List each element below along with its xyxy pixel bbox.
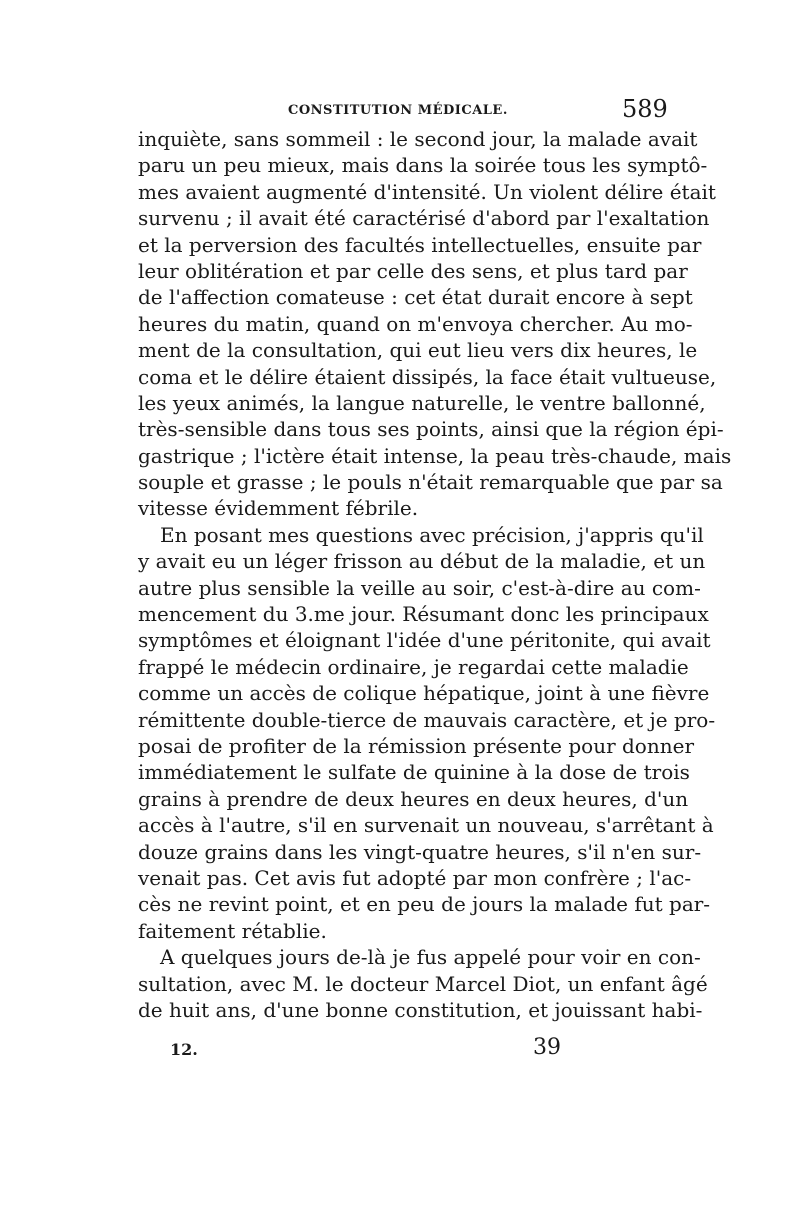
text-line: leur oblitération et par celle des sens, et plus tard par xyxy=(138,258,688,283)
text-line: douze grains dans les vingt-quatre heures, s'il n'en sur- xyxy=(138,839,702,864)
text-line: de l'affection comateuse : cet état durait encore à sept xyxy=(138,285,693,310)
text-line: venait pas. Cet avis fut adopté par mon confrère ; l'ac- xyxy=(138,865,692,890)
text-line: paru un peu mieux, mais dans la soirée tous les symptô- xyxy=(138,153,708,178)
text-line: mencement du 3.me jour. Résumant donc les principaux xyxy=(138,602,709,627)
text-line: rémittente double-tierce de mauvais caractère, et je pro- xyxy=(138,707,716,732)
text-line: comme un accès de colique hépatique, joint à une fièvre xyxy=(138,681,710,706)
page-number: 589 xyxy=(622,95,668,123)
text-line: et la perversion des facultés intellectuelles, ensuite par xyxy=(138,232,702,257)
text-line: immédiatement le sulfate de quinine à la dose de trois xyxy=(138,760,690,785)
text-line: coma et le délire étaient dissipés, la face était vultueuse, xyxy=(138,364,717,389)
body-text xyxy=(138,126,732,1023)
text-line: autre plus sensible la veille au soir, c'est-à-dire au com- xyxy=(138,575,701,600)
running-head: CONSTITUTION MÉDICALE. xyxy=(288,103,508,118)
text-line: mes avaient augmenté d'intensité. Un violent délire était xyxy=(138,179,716,204)
catchword: 39 xyxy=(533,1035,561,1060)
text-line: symptômes et éloignant l'idée d'une péritonite, qui avait xyxy=(138,628,711,653)
text-line: les yeux animés, la langue naturelle, le ventre ballonné, xyxy=(138,390,706,415)
text-line: gastrique ; l'ictère était intense, la peau très-chaude, mais xyxy=(138,443,732,468)
text-line: sultation, avec M. le docteur Marcel Diot, un enfant âgé xyxy=(138,971,708,996)
text-line: inquiète, sans sommeil : le second jour, la malade avait xyxy=(138,127,698,151)
text-line: cès ne revint point, et en peu de jours la malade fut par- xyxy=(138,892,711,917)
text-line: très-sensible dans tous ses points, ainsi que la région épi- xyxy=(138,417,724,442)
text-line: ment de la consultation, qui eut lieu vers dix heures, le xyxy=(138,338,698,363)
text-line: A quelques jours de-là je fus appelé pour voir en con- xyxy=(160,945,701,970)
text-line: faitement rétablie. xyxy=(138,918,327,943)
text-line: souple et grasse ; le pouls n'était remarquable que par sa xyxy=(138,470,723,495)
text-line: heures du matin, quand on m'envoya chercher. Au mo- xyxy=(138,311,693,336)
text-line: accès à l'autre, s'il en survenait un nouveau, s'arrêtant à xyxy=(138,813,714,838)
text-line: survenu ; il avait été caractérisé d'abord par l'exaltation xyxy=(138,206,710,231)
text-line: de huit ans, d'une bonne constitution, et jouissant habi- xyxy=(138,997,703,1022)
text-line: posai de profiter de la rémission présente pour donner xyxy=(138,733,695,758)
signature-mark: 12. xyxy=(170,1040,198,1059)
text-line: En posant mes questions avec précision, j'appris qu'il xyxy=(160,522,704,547)
text-line: frappé le médecin ordinaire, je regardai cette maladie xyxy=(138,654,689,679)
text-line: vitesse évidemment fébrile. xyxy=(138,496,419,521)
text-line: y avait eu un léger frisson au début de la maladie, et un xyxy=(138,549,706,574)
text-line: grains à prendre de deux heures en deux heures, d'un xyxy=(138,786,689,811)
